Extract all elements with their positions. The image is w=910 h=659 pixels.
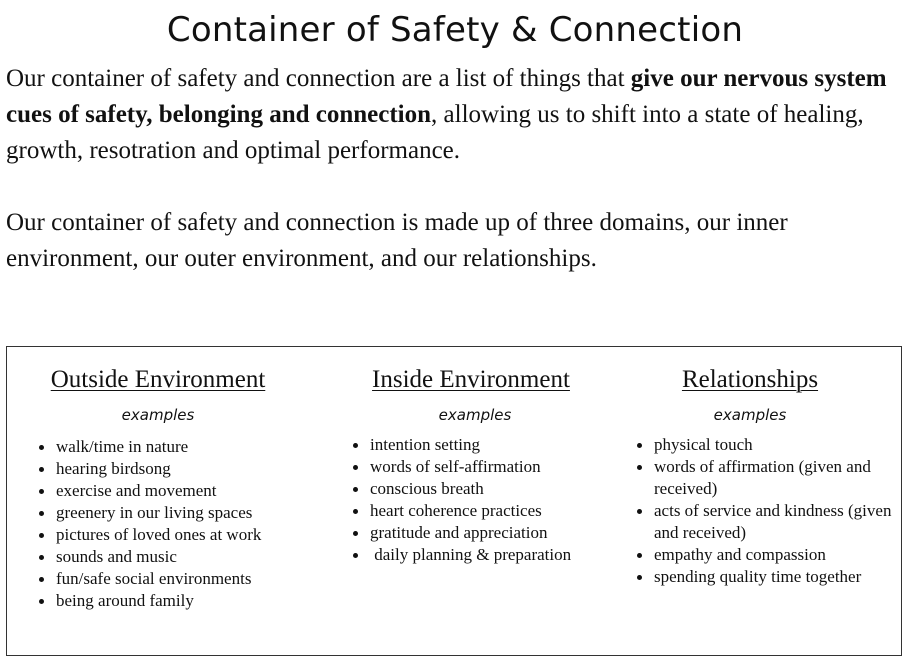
intro-paragraph-2: Our container of safety and connection is made up of three domains, our inner environment, our outer environment, and our relationships. <box>6 209 788 272</box>
list-item-text: exercise and movement <box>56 481 217 500</box>
bullet-icon <box>637 509 642 514</box>
bullet-icon <box>637 553 642 558</box>
list-item <box>351 456 615 478</box>
bullet-icon <box>39 533 44 538</box>
list-item <box>635 544 901 566</box>
bullet-icon <box>353 553 358 558</box>
list-item-text: walk/time in nature <box>56 437 189 456</box>
bullet-icon <box>353 465 358 470</box>
bullet-icon <box>353 509 358 514</box>
list-item <box>635 456 901 500</box>
domain-example-list <box>351 434 615 566</box>
bullet-icon <box>353 443 358 448</box>
list-item <box>351 434 615 456</box>
bullet-icon <box>39 577 44 582</box>
domain-heading: Relationships <box>681 366 819 393</box>
bullet-icon <box>39 489 44 494</box>
list-item-text: gratitude and appreciation <box>370 523 548 542</box>
list-item-text: hearing birdsong <box>56 459 171 478</box>
list-item <box>635 566 901 588</box>
list-item <box>351 522 615 544</box>
list-item-text: words of affirmation (given and received) <box>654 457 871 498</box>
bullet-icon <box>637 575 642 580</box>
domains-box <box>6 346 902 656</box>
bullet-icon <box>39 511 44 516</box>
list-item-text: daily planning & preparation <box>370 545 572 564</box>
list-item <box>37 568 317 590</box>
bullet-icon <box>353 531 358 536</box>
page-title: Container of Safety & Connection <box>166 10 744 50</box>
list-item <box>37 480 317 502</box>
domain-heading: Outside Environment <box>50 366 266 393</box>
list-item <box>37 502 317 524</box>
domain-subheading: examples <box>713 406 787 424</box>
list-item <box>351 500 615 522</box>
bullet-icon <box>353 487 358 492</box>
intro-text-tail: , allowing us to shift into a state of healing, growth, resotration and optimal performance. <box>6 101 864 164</box>
intro-paragraph-1 <box>6 61 906 169</box>
domain-subheading: examples <box>438 406 512 424</box>
domain-subheading: examples <box>121 406 195 424</box>
list-item-text: pictures of loved ones at work <box>56 525 262 544</box>
list-item-text: words of self-affirmation <box>370 457 541 476</box>
bullet-icon <box>39 555 44 560</box>
bullet-icon <box>637 465 642 470</box>
bullet-icon <box>39 445 44 450</box>
bullet-icon <box>637 443 642 448</box>
domain-heading: Inside Environment <box>372 366 570 393</box>
list-item-text: spending quality time together <box>654 567 862 586</box>
list-item-text: sounds and music <box>56 547 177 566</box>
intro-text-lead: Our container of safety and connection are a list of things that <box>6 65 631 92</box>
list-item <box>635 434 901 456</box>
list-item <box>37 436 317 458</box>
intro-text-emphasis: give our nervous system cues of safety, belonging and connection <box>6 65 887 128</box>
list-item-text: heart coherence practices <box>370 501 542 520</box>
list-item-text: greenery in our living spaces <box>56 503 253 522</box>
list-item-text: fun/safe social environments <box>56 569 252 588</box>
list-item <box>635 500 901 544</box>
list-item <box>37 524 317 546</box>
list-item <box>37 546 317 568</box>
list-item-text: conscious breath <box>370 479 484 498</box>
list-item-text: being around family <box>56 591 194 610</box>
list-item-text: empathy and compassion <box>654 545 826 564</box>
list-item-text: physical touch <box>654 435 753 454</box>
list-item <box>37 590 317 612</box>
list-item <box>351 478 615 500</box>
list-item <box>351 544 615 566</box>
list-item-text: acts of service and kindness (given and received) <box>654 501 892 542</box>
domain-example-list <box>635 434 901 588</box>
bullet-icon <box>39 467 44 472</box>
domain-example-list <box>37 436 317 612</box>
list-item-text: intention setting <box>370 435 481 454</box>
list-item <box>37 458 317 480</box>
bullet-icon <box>39 599 44 604</box>
